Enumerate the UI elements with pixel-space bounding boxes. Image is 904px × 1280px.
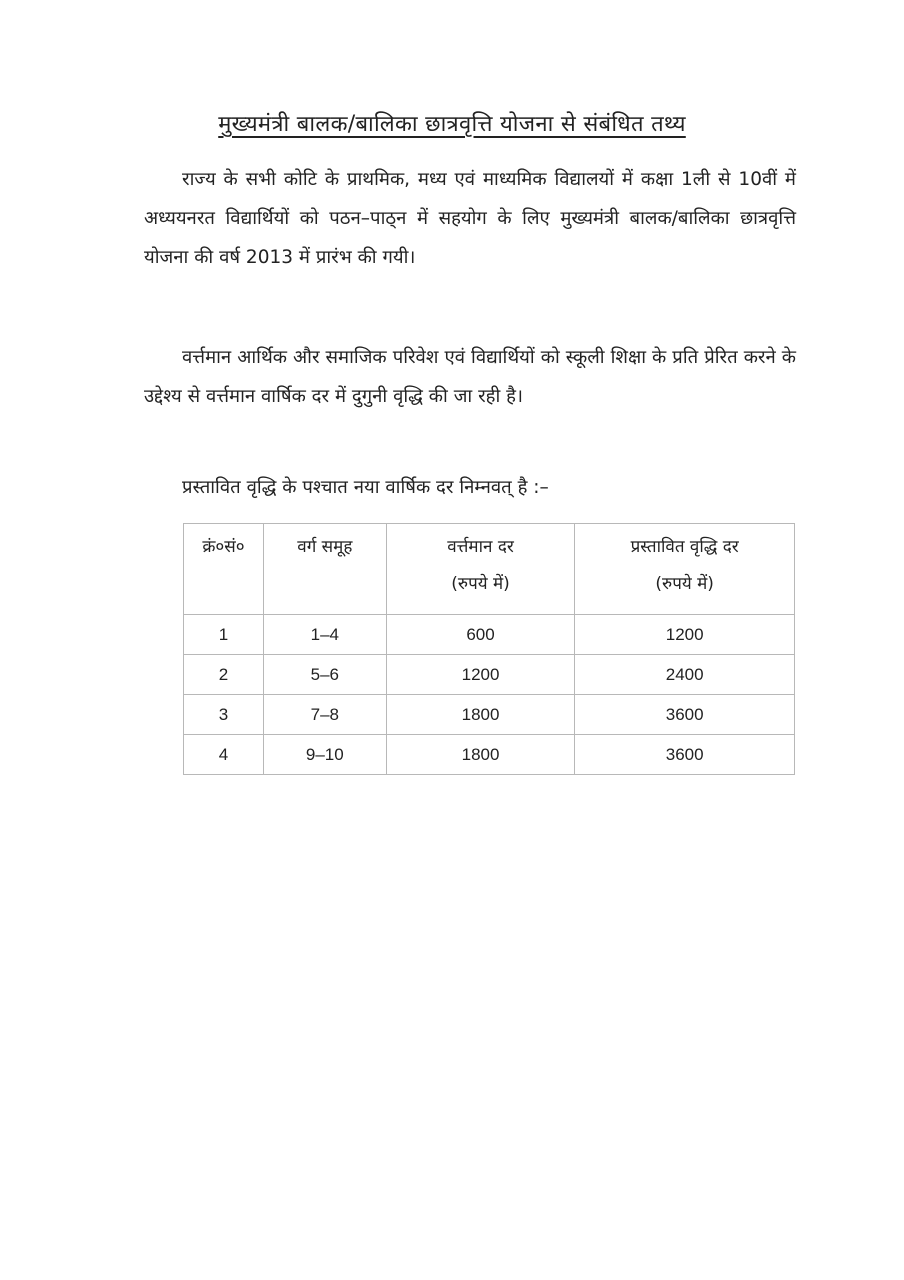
cell-class-group: 7–8 bbox=[263, 695, 386, 735]
cell-proposed-rate: 1200 bbox=[575, 615, 795, 655]
cell-class-group: 9–10 bbox=[263, 735, 386, 775]
header-label: क्रं०सं० bbox=[202, 537, 245, 557]
header-unit: (रुपये में) bbox=[655, 574, 714, 594]
cell-serial: 3 bbox=[184, 695, 264, 735]
table-row bbox=[184, 615, 795, 655]
paragraph-new-rate-intro: प्रस्तावित वृद्धि के पश्चात नया वार्षिक दर निम्नवत् है :– bbox=[182, 477, 549, 498]
header-label: वर्त्तमान दर bbox=[447, 537, 514, 557]
scholarship-rate-table bbox=[183, 523, 795, 775]
table-row bbox=[184, 735, 795, 775]
paragraph-rate-increase-reason: वर्त्तमान आर्थिक और समाजिक परिवेश एवं विद्यार्थियों को स्कूली शिक्षा के प्रति प्रेरित करने के उद्देश्य से वर्त्तमान वार्षिक दर में दुगुनी वृद्धि की जा रही है। bbox=[144, 347, 796, 407]
header-class-group bbox=[263, 524, 386, 615]
document-title: मुख्यमंत्री बालक/बालिका छात्रवृत्ति योजना से संबंधित तथ्य bbox=[218, 112, 686, 137]
cell-serial: 4 bbox=[184, 735, 264, 775]
header-label: प्रस्तावित वृद्धि दर bbox=[630, 537, 739, 557]
cell-current-rate: 1200 bbox=[386, 655, 575, 695]
cell-current-rate: 600 bbox=[386, 615, 575, 655]
cell-class-group: 1–4 bbox=[263, 615, 386, 655]
cell-proposed-rate: 3600 bbox=[575, 735, 795, 775]
cell-class-group: 5–6 bbox=[263, 655, 386, 695]
cell-current-rate: 1800 bbox=[386, 735, 575, 775]
cell-proposed-rate: 2400 bbox=[575, 655, 795, 695]
cell-proposed-rate: 3600 bbox=[575, 695, 795, 735]
header-label: वर्ग समूह bbox=[297, 537, 353, 557]
paragraph-scheme-intro: राज्य के सभी कोटि के प्राथमिक, मध्य एवं माध्यमिक विद्यालयों में कक्षा 1ली से 10वीं में अध्ययनरत विद्यार्थियों को पठन–पाठ्न में सहयोग के लिए मुख्यमंत्री बालक/बालिका छात्रवृत्ति योजना की वर्ष 2013 में प्रारंभ की गयी। bbox=[144, 169, 796, 268]
header-current-rate bbox=[386, 524, 575, 615]
header-proposed-rate bbox=[575, 524, 795, 615]
header-serial-number bbox=[184, 524, 264, 615]
cell-serial: 2 bbox=[184, 655, 264, 695]
table-row bbox=[184, 655, 795, 695]
cell-current-rate: 1800 bbox=[386, 695, 575, 735]
header-unit: (रुपये में) bbox=[451, 574, 510, 594]
table-row bbox=[184, 695, 795, 735]
cell-serial: 1 bbox=[184, 615, 264, 655]
table-header-row bbox=[184, 524, 795, 615]
